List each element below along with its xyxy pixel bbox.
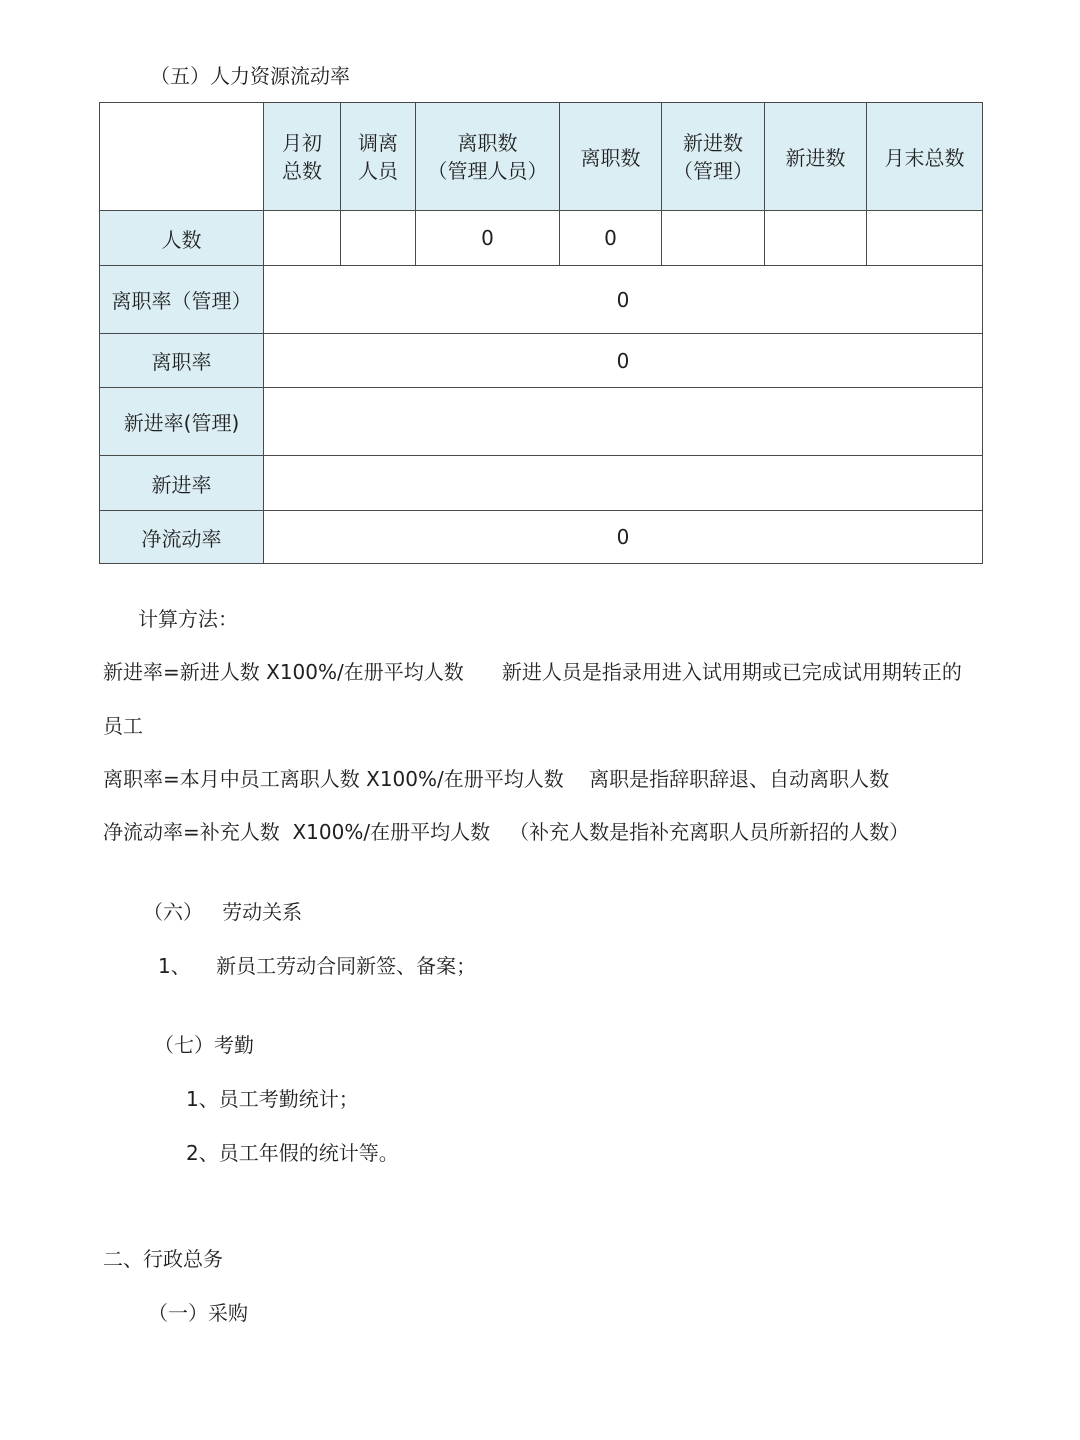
- row-value: [264, 456, 983, 511]
- header-corner-cell: [100, 103, 264, 211]
- row-label: 离职率（管理）: [100, 266, 264, 334]
- cell-transferred-out: [341, 211, 416, 266]
- header-new-hires: 新进数: [765, 103, 867, 211]
- cell-separations-managers: 0: [416, 211, 560, 266]
- row-value: [264, 388, 983, 456]
- header-separations: 离职数: [560, 103, 662, 211]
- cell-new-hires: [765, 211, 867, 266]
- row-label: 新进率: [100, 456, 264, 511]
- section-heading-attendance: （七）考勤: [154, 1033, 254, 1057]
- method-new-hire-rate: 新进率=新进人数 X100%/在册平均人数 新进人员是指录用进入试用期或已完成试用期转正的: [103, 660, 962, 684]
- turnover-table: [99, 102, 983, 564]
- method-net-flow-rate: 净流动率=补充人数 X100%/在册平均人数 （补充人数是指补充离职人员所新招的人数）: [103, 820, 910, 844]
- section-heading-admin: 二、行政总务: [103, 1247, 223, 1271]
- header-new-hires-managers: 新进数 （管理）: [662, 103, 765, 211]
- row-value: 0: [264, 334, 983, 388]
- row-label-headcount: 人数: [100, 211, 264, 266]
- row-label: 离职率: [100, 334, 264, 388]
- table-row-net-flow-rate: [100, 511, 983, 564]
- cell-separations: 0: [560, 211, 662, 266]
- header-closing-total: 月末总数: [867, 103, 983, 211]
- row-value: 0: [264, 266, 983, 334]
- header-separations-managers: 离职数 （管理人员）: [416, 103, 560, 211]
- row-label: 净流动率: [100, 511, 264, 564]
- cell-new-hires-managers: [662, 211, 765, 266]
- method-separation-rate: 离职率=本月中员工离职人数 X100%/在册平均人数 离职是指辞职辞退、自动离职人数: [103, 767, 890, 791]
- header-transferred-out: 调离 人员: [341, 103, 416, 211]
- table-row-headcount: [100, 211, 983, 266]
- method-title: 计算方法：: [138, 607, 238, 631]
- header-opening-total: 月初 总数: [264, 103, 341, 211]
- table-row-new-hire-rate: [100, 456, 983, 511]
- table-row-separation-rate-managers: [100, 266, 983, 334]
- cell-opening-total: [264, 211, 341, 266]
- list-item: 1、 新员工劳动合同新签、备案；: [158, 954, 477, 978]
- table-row-new-hire-rate-managers: [100, 388, 983, 456]
- list-item: 1、员工考勤统计；: [186, 1087, 359, 1111]
- section-heading-purchase: （一）采购: [148, 1301, 248, 1325]
- row-label: 新进率(管理): [100, 388, 264, 456]
- cell-closing-total: [867, 211, 983, 266]
- method-new-hire-rate-cont: 员工: [103, 714, 143, 738]
- table-header-row: [100, 103, 983, 211]
- row-value: 0: [264, 511, 983, 564]
- section-heading-labor: （六） 劳动关系: [143, 900, 303, 924]
- section-heading-turnover: （五）人力资源流动率: [150, 64, 350, 88]
- list-item: 2、员工年假的统计等。: [186, 1141, 399, 1165]
- table-row-separation-rate: [100, 334, 983, 388]
